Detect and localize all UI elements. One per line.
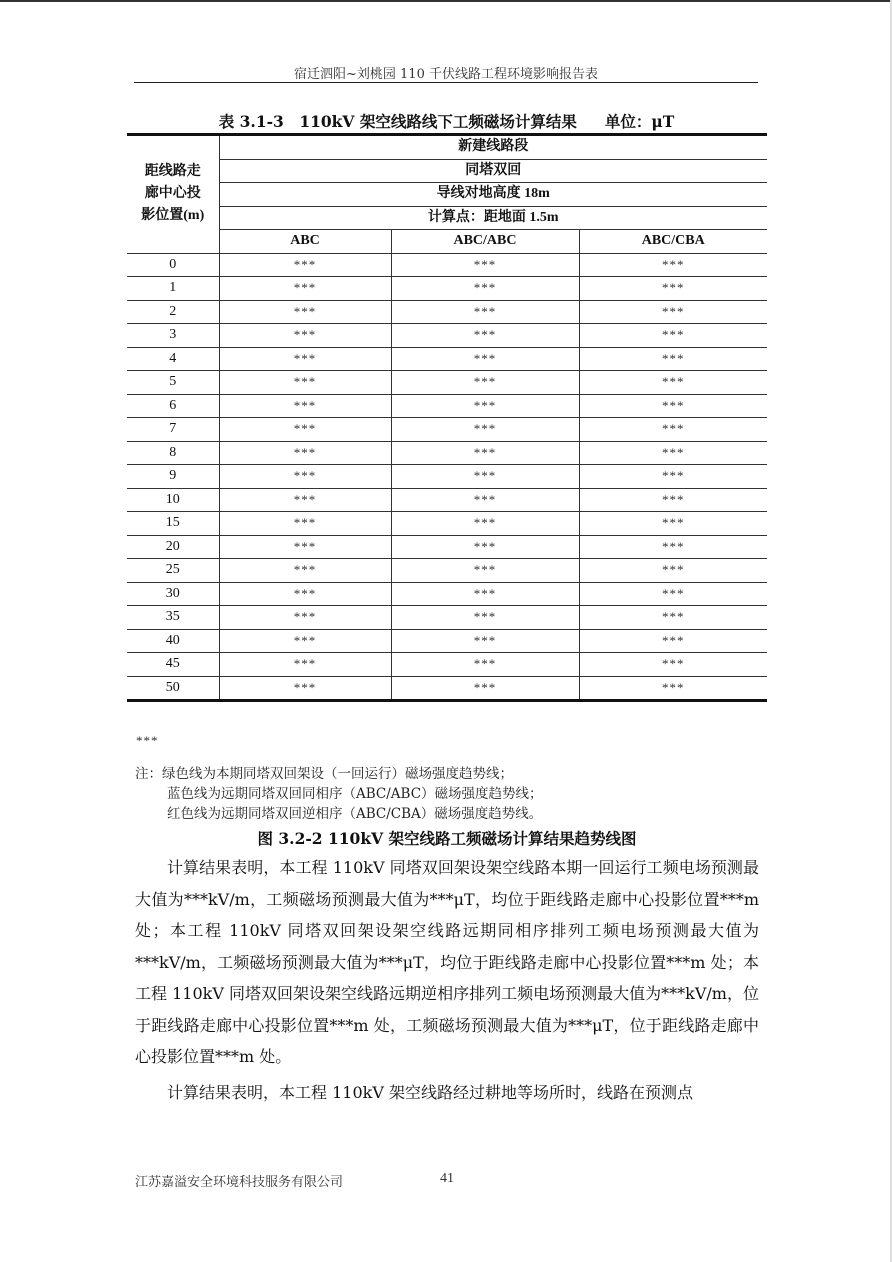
row-position: 35 <box>127 606 219 630</box>
paragraph: 计算结果表明，本工程 110kV 同塔双回架设架空线路本期一回运行工频电场预测最大值为***kV/m，工频磁场预测最大值为***μT，均位于距线路走廊中心投影位置***m 处；本工程 110kV 同塔双回架设架空线路远期同相序排列工频电场预测最大值为***kV/m，工频磁场预测最大值为***μT，均位于距线路走廊中心投影位置***m 处；本工程 110kV 同塔双回架设架空线路远期逆相序排列工频电场预测最大值为***kV/m，位于距线路走廊中心投影位置***m 处，工频磁场预测最大值为***μT，位于距线路走廊中心投影位置***m 处。 <box>135 858 759 1066</box>
table-cell-value: *** <box>219 535 391 559</box>
table-cell-value: *** <box>219 347 391 371</box>
table-cell-value: *** <box>579 347 767 371</box>
header-row-group-3 <box>127 183 767 207</box>
table-cell-value: *** <box>579 418 767 442</box>
table-cell-value: *** <box>579 606 767 630</box>
row-position: 40 <box>127 629 219 653</box>
table-cell-value: *** <box>579 465 767 489</box>
table-cell-value: *** <box>579 371 767 395</box>
table-cell-value: *** <box>391 253 579 277</box>
table-cell-value: *** <box>391 300 579 324</box>
table-row <box>127 465 767 489</box>
table-cell-value: *** <box>219 559 391 583</box>
table-cell-value: *** <box>579 512 767 536</box>
row-position: 25 <box>127 559 219 583</box>
row-position: 4 <box>127 347 219 371</box>
header-rule <box>134 82 758 83</box>
note-red-line: 红色线为远期同塔双回逆相序（ABC/CBA）磁场强度趋势线。 <box>167 806 543 822</box>
table-cell-value: *** <box>219 465 391 489</box>
column-header-row <box>127 230 767 254</box>
row-position: 15 <box>127 512 219 536</box>
table-cell-value: *** <box>391 324 579 348</box>
stub-header <box>127 135 219 254</box>
table-cell-value: *** <box>219 441 391 465</box>
table-row <box>127 253 767 277</box>
table-cell-value: *** <box>391 582 579 606</box>
table-cell-value: *** <box>219 629 391 653</box>
row-position: 3 <box>127 324 219 348</box>
figure-caption: 图 3.2-2 110kV 架空线路工频磁场计算结果趋势线图 <box>257 829 637 848</box>
table-row <box>127 582 767 606</box>
row-position: 45 <box>127 653 219 677</box>
table-cell-value: *** <box>391 653 579 677</box>
table-cell-value: *** <box>391 535 579 559</box>
group-header-line-section: 新建线路段 <box>219 135 767 160</box>
table-cell-value: *** <box>391 441 579 465</box>
table-cell-value: *** <box>391 559 579 583</box>
group-header-height: 导线对地高度 18m <box>219 183 767 207</box>
stub-header-line: 廊中心投 <box>144 186 201 202</box>
row-position: 30 <box>127 582 219 606</box>
figure-notes <box>135 764 543 824</box>
row-position: 50 <box>127 676 219 701</box>
table-row <box>127 277 767 301</box>
table-cell-value: *** <box>391 394 579 418</box>
table-cell-value: *** <box>219 418 391 442</box>
table-row <box>127 488 767 512</box>
table-cell-value: *** <box>219 300 391 324</box>
stub-header-line: 距线路走 <box>144 164 201 180</box>
running-header: 宿迁泗阳~刘桃园 110 千伏线路工程环境影响报告表 <box>294 67 598 82</box>
table-cell-value: *** <box>219 606 391 630</box>
table-row <box>127 559 767 583</box>
footer-company: 江苏嘉溢安全环境科技服务有限公司 <box>135 1175 344 1190</box>
table-cell-value: *** <box>579 277 767 301</box>
row-position: 10 <box>127 488 219 512</box>
table-cell-value: *** <box>579 253 767 277</box>
page-number: 41 <box>440 1171 454 1186</box>
table-row <box>127 347 767 371</box>
table-cell-value: *** <box>391 488 579 512</box>
table-cell-value: *** <box>579 653 767 677</box>
table-cell-value: *** <box>391 277 579 301</box>
table-cell-value: *** <box>391 371 579 395</box>
table-cell-value: *** <box>579 559 767 583</box>
row-position: 8 <box>127 441 219 465</box>
table-row <box>127 300 767 324</box>
table-cell-value: *** <box>219 277 391 301</box>
table-cell-value: *** <box>391 512 579 536</box>
note-blue-line: 蓝色线为远期同塔双回同相序（ABC/ABC）磁场强度趋势线； <box>167 786 543 802</box>
table-row <box>127 676 767 701</box>
table-cell-value: *** <box>579 629 767 653</box>
table-cell-value: *** <box>219 324 391 348</box>
table-row <box>127 324 767 348</box>
table-cell-value: *** <box>391 676 579 701</box>
column-header-abc-abc: ABC/ABC <box>391 230 579 254</box>
header-row-group-2 <box>127 159 767 183</box>
magnetic-field-table <box>127 133 767 702</box>
table-row <box>127 394 767 418</box>
paragraph: 计算结果表明，本工程 110kV 架空线路经过耕地等场所时，线路在预测点 <box>167 1082 693 1102</box>
table-row <box>127 441 767 465</box>
table-cell-value: *** <box>391 606 579 630</box>
table-cell-value: *** <box>219 676 391 701</box>
note-green-line: 注：绿色线为本期同塔双回架设（一回运行）磁场强度趋势线； <box>135 766 513 782</box>
table-cell-value: *** <box>219 512 391 536</box>
table-cell-value: *** <box>219 253 391 277</box>
header-row-group-4 <box>127 206 767 230</box>
table-row <box>127 629 767 653</box>
row-position: 6 <box>127 394 219 418</box>
row-position: 20 <box>127 535 219 559</box>
header-row-group-1 <box>127 135 767 160</box>
table-cell-value: *** <box>579 441 767 465</box>
table-row <box>127 653 767 677</box>
table-cell-value: *** <box>579 324 767 348</box>
column-header-abc: ABC <box>219 230 391 254</box>
table-caption-title: 表 3.1-3 110kV 架空线路线下工频磁场计算结果 <box>218 112 577 131</box>
table-cell-value: *** <box>219 371 391 395</box>
table-cell-value: *** <box>579 488 767 512</box>
table-cell-value: *** <box>579 394 767 418</box>
table-cell-value: *** <box>579 676 767 701</box>
row-position: 9 <box>127 465 219 489</box>
column-header-abc-cba: ABC/CBA <box>579 230 767 254</box>
row-position: 5 <box>127 371 219 395</box>
table-row <box>127 606 767 630</box>
body-text <box>135 852 759 1108</box>
table-cell-value: *** <box>391 347 579 371</box>
table-row <box>127 535 767 559</box>
table-unit: 单位：μT <box>604 112 675 131</box>
group-header-tower: 同塔双回 <box>219 159 767 183</box>
figure-placeholder: *** <box>136 733 159 748</box>
table-cell-value: *** <box>391 418 579 442</box>
table-cell-value: *** <box>391 465 579 489</box>
row-position: 7 <box>127 418 219 442</box>
row-position: 0 <box>127 253 219 277</box>
table-cell-value: *** <box>579 582 767 606</box>
group-header-calc-point: 计算点：距地面 1.5m <box>219 206 767 230</box>
table-cell-value: *** <box>579 535 767 559</box>
stub-header-line: 影位置(m) <box>141 208 205 224</box>
table-cell-value: *** <box>579 300 767 324</box>
table-cell-value: *** <box>219 653 391 677</box>
table-cell-value: *** <box>219 394 391 418</box>
page-top-edge <box>0 0 892 2</box>
table-row <box>127 512 767 536</box>
row-position: 2 <box>127 300 219 324</box>
table-cell-value: *** <box>391 629 579 653</box>
table-cell-value: *** <box>219 488 391 512</box>
table-row <box>127 371 767 395</box>
table-row <box>127 418 767 442</box>
row-position: 1 <box>127 277 219 301</box>
table-cell-value: *** <box>219 582 391 606</box>
table-caption <box>127 110 766 132</box>
